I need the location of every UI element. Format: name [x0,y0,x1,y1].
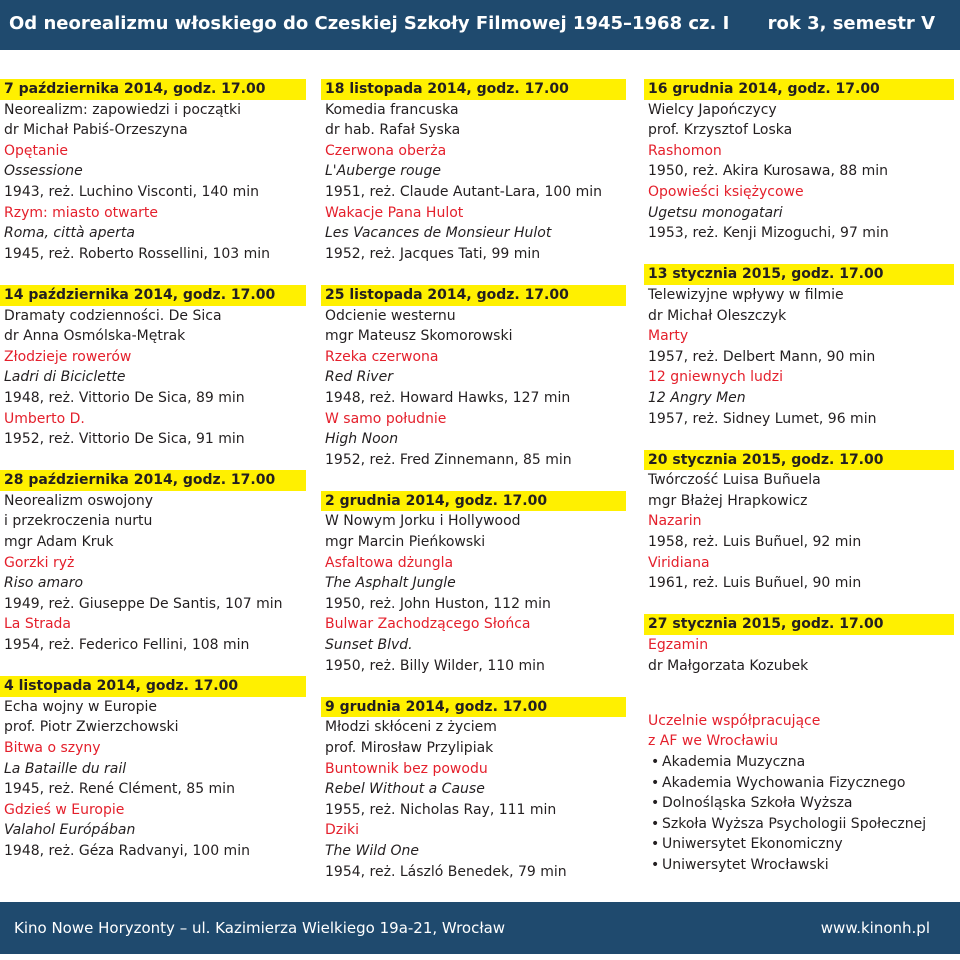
film-meta: 1952, reż. Jacques Tati, 99 min [325,245,541,262]
schedule-column-2 [321,79,626,882]
film-title: Marty [648,328,689,345]
session-topic: Młodzi skłóceni z życiem [325,719,497,736]
film-original-title: Les Vacances de Monsieur Hulot [325,225,552,242]
film-meta: 1948, reż. Géza Radvanyi, 100 min [4,842,250,859]
film-title: Bulwar Zachodzącego Słońca [325,616,531,633]
session-topic: Neorealizm: zapowiedzi i początki [4,101,242,118]
film-title: Dziki [325,822,360,839]
film-original-title: Sunset Blvd. [325,637,413,654]
header-bar [0,0,960,50]
film-meta: 1957, reż. Sidney Lumet, 96 min [648,410,877,427]
film-meta: 1950, reż. Billy Wilder, 110 min [325,657,545,674]
bullet-icon: • [651,815,660,832]
schedule-column-3 [644,79,954,876]
film-meta: 1954, reż. Federico Fellini, 108 min [4,637,250,654]
session-date: 13 stycznia 2015, godz. 17.00 [644,264,954,285]
session-lecturer: prof. Krzysztof Loska [648,122,793,139]
session-lecturer: mgr Błażej Hrapkowicz [648,492,808,509]
session [321,79,626,264]
film-title: Buntownik bez powodu [325,760,488,777]
list-item: • Akademia Wychowania Fizycznego [644,773,954,794]
session-date: 16 grudnia 2014, godz. 17.00 [644,79,954,100]
film-title: Złodzieje rowerów [4,348,132,365]
partners-heading-cont: z AF we Wrocławiu [648,733,779,750]
session-date: 27 stycznia 2015, godz. 17.00 [644,614,954,635]
film-original-title: Ossessione [4,163,83,180]
session-date: 7 października 2014, godz. 17.00 [0,79,306,100]
session-lecturer: mgr Marcin Pieńkowski [325,534,486,551]
list-item: • Uniwersytet Ekonomiczny [644,834,954,855]
film-meta: 1948, reż. Vittorio De Sica, 89 min [4,389,245,406]
session [644,450,954,594]
session-date: 28 października 2014, godz. 17.00 [0,470,306,491]
session-topic: W Nowym Jorku i Hollywood [325,513,521,530]
session-topic: Odcienie westernu [325,307,456,324]
footer-bar [0,902,960,954]
film-original-title: Roma, città aperta [4,225,135,242]
film-title: Opowieści księżycowe [648,183,804,200]
list-item: • Uniwersytet Wrocławski [644,855,954,876]
film-original-title: 12 Angry Men [648,389,746,406]
film-original-title: Rebel Without a Cause [325,781,485,798]
film-title: Gdzieś w Europie [4,801,125,818]
session [0,470,306,655]
session-topic: Komedia francuska [325,101,459,118]
schedule-column-1 [0,79,306,862]
session-lecturer: prof. Piotr Zwierzchowski [4,719,179,736]
film-original-title: The Wild One [325,842,419,859]
bullet-icon: • [651,856,660,873]
session-topic: Echa wojny w Europie [4,698,157,715]
film-meta: 1953, reż. Kenji Mizoguchi, 97 min [648,225,889,242]
film-title: Rashomon [648,142,722,159]
film-meta: 1943, reż. Luchino Visconti, 140 min [4,183,260,200]
bullet-icon: • [651,795,660,812]
session-lecturer: dr Michał Oleszczyk [648,307,787,324]
film-original-title: The Asphalt Jungle [325,575,456,592]
session [321,491,626,676]
list-item: • Akademia Muzyczna [644,752,954,773]
session-topic: Neorealizm oswojony [4,492,153,509]
film-title: Rzeka czerwona [325,348,439,365]
film-meta: 1945, reż. Roberto Rossellini, 103 min [4,245,271,262]
session-topic: Wielcy Japończycy [648,101,777,118]
list-item: • Szkoła Wyższa Psychologii Społecznej [644,814,954,835]
film-title: Umberto D. [4,410,85,427]
exam-label: Egzamin [648,637,709,654]
film-title: Wakacje Pana Hulot [325,204,464,221]
bullet-icon: • [651,836,660,853]
film-original-title: L'Auberge rouge [325,163,441,180]
film-meta: 1952, reż. Vittorio De Sica, 91 min [4,431,245,448]
film-title: Rzym: miasto otwarte [4,204,159,221]
session-lecturer: dr Michał Pabiś-Orzeszyna [4,122,188,139]
session [0,676,306,861]
film-meta: 1950, reż. Akira Kurosawa, 88 min [648,163,889,180]
film-original-title: Red River [325,369,393,386]
partners-list [644,752,954,876]
film-meta: 1957, reż. Delbert Mann, 90 min [648,348,876,365]
session [0,285,306,450]
session [321,285,626,470]
film-meta: 1952, reż. Fred Zinnemann, 85 min [325,451,572,468]
film-meta: 1961, reż. Luis Buñuel, 90 min [648,575,862,592]
film-meta: 1955, reż. Nicholas Ray, 111 min [325,801,557,818]
film-title: W samo południe [325,410,447,427]
session-lecturer: dr Anna Osmólska-Mętrak [4,328,186,345]
semester-label: rok 3, semestr V [767,13,935,34]
film-meta: 1950, reż. John Huston, 112 min [325,595,551,612]
film-title: Viridiana [648,554,710,571]
session-lecturer: dr hab. Rafał Syska [325,122,461,139]
film-meta: 1951, reż. Claude Autant-Lara, 100 min [325,183,603,200]
film-original-title: Riso amaro [4,575,84,592]
film-meta: 1948, reż. Howard Hawks, 127 min [325,389,571,406]
bullet-icon: • [651,774,660,791]
film-title: La Strada [4,616,72,633]
film-title: 12 gniewnych ludzi [648,369,784,386]
session-date: 14 października 2014, godz. 17.00 [0,285,306,306]
session-date: 9 grudnia 2014, godz. 17.00 [321,697,626,718]
session [644,79,954,244]
film-original-title: Ugetsu monogatari [648,204,783,221]
session-topic: Dramaty codzienności. De Sica [4,307,222,324]
session [644,614,954,676]
film-title: Opętanie [4,142,68,159]
session-date: 18 listopada 2014, godz. 17.00 [321,79,626,100]
bullet-icon: • [651,754,660,770]
session-date: 25 listopada 2014, godz. 17.00 [321,285,626,306]
film-meta: 1945, reż. René Clément, 85 min [4,781,235,798]
session-lecturer: prof. Mirosław Przylipiak [325,740,494,756]
film-meta: 1954, reż. László Benedek, 79 min [325,863,567,880]
film-original-title: High Noon [325,431,399,448]
website-link[interactable]: www.kinonh.pl [820,919,930,937]
film-title: Bitwa o szyny [4,740,101,756]
session-date: 4 listopada 2014, godz. 17.00 [0,676,306,697]
session-date: 2 grudnia 2014, godz. 17.00 [321,491,626,512]
film-original-title: Valahol Európában [4,822,136,839]
film-meta: 1949, reż. Giuseppe De Santis, 107 min [4,595,283,612]
session-lecturer: dr Małgorzata Kozubek [648,657,809,674]
session [321,697,626,882]
film-title: Nazarin [648,513,702,530]
film-original-title: Ladri di Biciclette [4,369,126,386]
list-item: • Dolnośląska Szkoła Wyższa [644,793,954,814]
session [644,264,954,429]
course-title: Od neorealizmu włoskiego do Czeskiej Szkoły Filmowej 1945–1968 cz. I [9,13,730,34]
session [0,79,306,264]
film-meta: 1958, reż. Luis Buñuel, 92 min [648,534,862,551]
session-lecturer: mgr Adam Kruk [4,534,114,551]
film-title: Asfaltowa dżungla [325,554,454,571]
session-date: 20 stycznia 2015, godz. 17.00 [644,450,954,471]
session-topic: Telewizyjne wpływy w filmie [648,286,844,303]
session-lecturer: mgr Mateusz Skomorowski [325,328,513,345]
film-original-title: La Bataille du rail [4,760,127,777]
session-topic-cont: i przekroczenia nurtu [4,513,153,530]
partner-universities [644,711,954,876]
film-title: Czerwona oberża [325,142,447,159]
film-title: Gorzki ryż [4,554,75,571]
partners-heading: Uczelnie współpracujące [648,712,821,729]
venue-address: Kino Nowe Horyzonty – ul. Kazimierza Wielkiego 19a-21, Wrocław [14,919,506,937]
session-topic: Twórczość Luisa Buñuela [648,472,821,489]
